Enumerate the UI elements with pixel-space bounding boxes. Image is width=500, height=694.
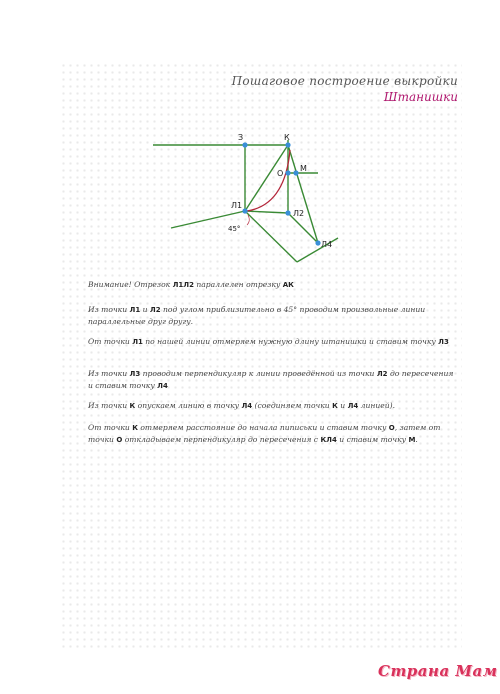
label-a1: Л1: [231, 201, 243, 210]
label-z: З: [238, 133, 244, 142]
text-run: по нашей линии отмеряем нужную длину штанишки и ставим точку: [142, 337, 439, 346]
point-ref: О: [388, 424, 395, 432]
text-run: и: [337, 401, 348, 410]
paragraph-3: [88, 336, 458, 348]
paragraph-1: [88, 279, 458, 291]
point-o: [285, 170, 290, 175]
point-ref: Л3: [129, 370, 141, 378]
point-ref: Л2: [376, 370, 388, 378]
point-ref: КЛ4: [320, 436, 337, 444]
text-run: и ставим точку: [336, 435, 409, 444]
point-ref: Л4: [241, 402, 253, 410]
diagram-lines: [153, 140, 338, 262]
paragraph-5: [88, 400, 458, 412]
point-a1: [242, 208, 247, 213]
point-ref: Л4: [157, 382, 168, 390]
point-z: [242, 142, 247, 147]
text-run: Внимание! Отрезок: [88, 280, 173, 289]
text-run: проводим перпендикуляр к линии проведённой из точки: [140, 369, 377, 378]
text-run: отмеряем расстояние до начала пиписьки и ставим точку: [137, 423, 389, 432]
text-run: линией).: [358, 401, 396, 410]
point-ref: Л2: [149, 306, 161, 314]
point-ref: М: [408, 436, 416, 444]
point-a4: [315, 240, 320, 245]
text-run: (соединяем точки: [252, 401, 333, 410]
text-run: под углом приблизительно в 45° проводим произвольные линии параллельные друг другу.: [88, 305, 426, 326]
point-a2: [285, 210, 290, 215]
point-ref: Л1Л2: [172, 281, 194, 289]
label-m: М: [300, 164, 307, 173]
text-run: Из точки: [88, 305, 130, 314]
point-ref: О: [116, 436, 123, 444]
point-ref: К: [132, 424, 138, 432]
angle-arc: [247, 215, 249, 225]
point-ref: Л1: [132, 338, 143, 346]
point-ref: Л4: [347, 402, 359, 410]
text-run: Из точки: [88, 369, 130, 378]
crotch-curve: [247, 150, 290, 211]
diagram-labels: [228, 133, 332, 249]
point-k: [285, 142, 290, 147]
label-o: О: [277, 169, 284, 178]
text-run: опускаем линию в точку: [135, 401, 242, 410]
page-title: Пошаговое построение выкройки: [231, 74, 458, 88]
point-m: [293, 170, 298, 175]
point-ref: К: [129, 402, 136, 410]
text-run: параллелен отрезку: [193, 280, 283, 289]
segment-a1-a2: [245, 211, 288, 213]
text-run: откладываем перпендикуляр до пересечения с: [122, 435, 321, 444]
text-run: , затем от точки: [88, 423, 441, 444]
point-ref: Л3: [438, 338, 449, 346]
page-subtitle: Штанишки: [383, 90, 458, 104]
label-k: К: [284, 133, 290, 142]
site-watermark: Страна Мам: [378, 662, 498, 680]
point-ref: АК: [282, 281, 294, 289]
text-run: и: [140, 305, 150, 314]
paragraph-2: [88, 304, 458, 328]
text-run: От точки: [88, 337, 133, 346]
text-run: От точки: [88, 423, 133, 432]
diagram-points: [242, 142, 320, 245]
label-a4: Л4: [321, 240, 333, 249]
text-run: .: [415, 435, 418, 444]
diagonal-a1-k: [245, 145, 288, 211]
text-run: до пересечения и ставим точку: [88, 369, 454, 390]
paragraph-4: [88, 368, 458, 392]
point-ref: К: [332, 402, 338, 410]
leg-line-a1: [245, 211, 297, 262]
label-a2: Л2: [293, 209, 305, 218]
text-run: Из точки: [88, 401, 130, 410]
point-ref: Л1: [129, 306, 141, 314]
label-angle: 45°: [228, 225, 241, 233]
paragraph-6: [88, 422, 458, 446]
